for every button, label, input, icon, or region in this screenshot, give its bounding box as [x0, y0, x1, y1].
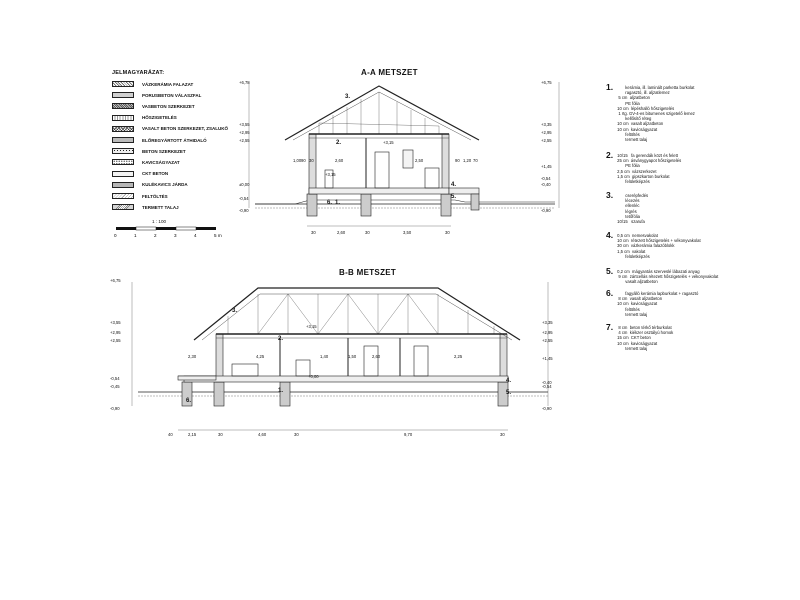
- level-marker-right: -0,40: [542, 380, 552, 385]
- layer-callout: 6.: [327, 200, 333, 206]
- spec-line: termett talaj: [616, 137, 648, 142]
- level-marker-left: ±0,00: [239, 182, 250, 187]
- section-aa-title: A-A METSZET: [361, 68, 418, 77]
- bottom-dimension: 2,15: [188, 432, 197, 437]
- bottom-dimension: 30: [500, 432, 505, 437]
- legend-swatch: [112, 182, 134, 188]
- spec-line: feltöltés: [616, 131, 640, 137]
- inner-level: +3,15: [306, 324, 317, 329]
- bottom-dimension: 40: [168, 432, 173, 437]
- level-marker-right: -0,90: [542, 406, 552, 411]
- layer-callout: 6.: [186, 398, 192, 404]
- level-marker-left: -0,54: [239, 196, 249, 201]
- level-marker-left: -0,45: [110, 384, 120, 389]
- spec-line: lécezés: [616, 198, 640, 204]
- spec-line: 1,5 cm vakolat: [616, 248, 646, 254]
- spec-line: vasalt aljzatbeton: [616, 279, 658, 285]
- level-marker-left: +2,95: [239, 130, 250, 135]
- legend-label: KULÉKAVICS JÁRDA: [142, 182, 188, 188]
- spec-line: 10/15 fa gerendák közt és felett: [616, 153, 678, 158]
- layer-callout: 4.: [506, 378, 512, 384]
- legend-swatch: [112, 204, 134, 210]
- legend-label: PORUSBETON VÁLASZFAL: [142, 92, 202, 98]
- spec-line: 8 cm vasalt aljzatbeton: [616, 296, 663, 302]
- layer-callout: 5.: [451, 194, 457, 200]
- bottom-dimension: 30: [445, 230, 450, 235]
- spec-line: 15 cm CKT beton: [616, 335, 651, 341]
- level-marker-right: +1,45: [541, 164, 552, 169]
- scale-tick-label: 0: [114, 233, 117, 238]
- spec-line: 10 cm vasalt aljzatbeton: [616, 121, 664, 127]
- spec-line: 0,2 cm mágyantás szerveslé lábazati anyag: [616, 269, 700, 274]
- section-bb-drawing: [108, 276, 568, 446]
- section-bb-title: B-B METSZET: [339, 268, 397, 277]
- layer-callout: 3.: [232, 308, 238, 314]
- room-dimension: 2,60: [372, 354, 381, 359]
- room-dimension: 2,60: [335, 158, 344, 163]
- scale-tick-label: 5 m: [214, 233, 222, 238]
- room-dimension: 1,50: [348, 354, 357, 359]
- spec-number: 2.: [606, 150, 614, 160]
- level-marker-left: -0,90: [110, 406, 120, 411]
- bottom-dimension: 3,50: [403, 230, 412, 235]
- layer-callout: 4.: [451, 182, 457, 188]
- level-marker-left: -0,90: [239, 208, 249, 213]
- bottom-dimension: 4,60: [258, 432, 267, 437]
- spec-line: kellősítő réteg: [616, 116, 652, 122]
- scale-tick-label: 3: [174, 233, 177, 238]
- layer-callout: 1.: [335, 200, 341, 206]
- spec-line: PE fólia: [616, 163, 640, 169]
- level-marker-left: +6,75: [110, 278, 121, 283]
- spec-line: légrés: [616, 208, 637, 214]
- spec-line: ragasztó, ill. aljzatlemez: [616, 90, 670, 96]
- level-marker-left: +2,95: [110, 330, 121, 335]
- legend-swatch: [112, 103, 134, 109]
- legend-swatch: [112, 148, 134, 154]
- side-dimension: 70: [473, 158, 478, 163]
- legend-item: [112, 79, 193, 89]
- spec-line: 0,5 cm nemesvakolat: [616, 233, 658, 238]
- spec-line: tetőfólia: [616, 213, 640, 219]
- level-marker-right: +2,95: [541, 130, 552, 135]
- level-marker-left: -0,54: [110, 376, 120, 381]
- legend-label: CKT BETON: [142, 171, 169, 177]
- layer-callout: 1.: [278, 388, 284, 394]
- side-dimension: 1,20: [463, 158, 472, 163]
- level-marker-right: +1,45: [542, 356, 553, 361]
- layer-callout: 3.: [345, 94, 351, 100]
- inner-level: +3,15: [325, 172, 336, 177]
- legend-item: [112, 157, 180, 167]
- spec-line: 4 cm kiékzer osztályú homok: [616, 330, 674, 336]
- spec-number: 5.: [606, 266, 614, 276]
- spec-line: 10 cm lépéshalló hőszigetelés: [616, 105, 675, 111]
- legend-item: [112, 113, 177, 123]
- spec-line: PE fólia: [616, 100, 640, 106]
- legend-item: [112, 180, 188, 190]
- room-dimension: 4,25: [256, 354, 265, 359]
- legend-label: VÁZKERÁMIA FALAZAT: [142, 81, 194, 87]
- legend-title: JELMAGYARÁZAT:: [112, 70, 165, 76]
- spec-line: 10 cm kavicságyazat: [616, 340, 658, 346]
- spec-line: kerámia, ill. laminált parketta burkolat: [616, 85, 695, 90]
- bottom-dimension: 30: [218, 432, 223, 437]
- spec-line: 25 cm ásványgyapot hőszigetelés: [616, 158, 682, 164]
- bottom-dimension: 9,70: [404, 432, 413, 437]
- legend-label: BETON SZERKEZET: [142, 148, 186, 154]
- layer-callout: 2.: [336, 140, 342, 146]
- legend-swatch: [112, 193, 134, 199]
- scale-tick-label: 2: [154, 233, 157, 238]
- legend-label: VASBETON SZERKEZET: [142, 103, 195, 109]
- bottom-dimension: 2,60: [337, 230, 346, 235]
- scale-bar: [112, 225, 222, 245]
- legend-item: [112, 146, 186, 156]
- spec-line: 2,5 cm vázszerkezet: [616, 168, 657, 174]
- level-marker-right: +2,55: [541, 138, 552, 143]
- bottom-dimension: 30: [311, 230, 316, 235]
- level-marker-right: +3,35: [541, 122, 552, 127]
- spec-number: 7.: [606, 322, 614, 332]
- side-dimension: 90: [455, 158, 460, 163]
- spec-line: 5 cm aljzatbeton: [616, 95, 650, 101]
- level-marker-right: -0,90: [541, 208, 551, 213]
- spec-line: 1 rtg. GV-4-es bitumenes szigetelő lemez: [616, 111, 695, 116]
- room-dimension: 2,30: [188, 354, 197, 359]
- spec-line: felületképzés: [616, 253, 650, 259]
- legend-swatch: [112, 137, 134, 143]
- legend-item: [112, 191, 168, 201]
- spec-line: 30 cm vázkerámia falazóblokk: [616, 243, 675, 249]
- legend-label: TERMETT TALAJ: [142, 204, 179, 210]
- bottom-dimension: 30: [294, 432, 299, 437]
- legend-label: HŐSZIGETELÉS: [142, 115, 177, 121]
- level-marker-right: +2,95: [542, 330, 553, 335]
- inner-level: +0,00: [308, 374, 319, 379]
- level-marker-left: +3,55: [239, 122, 250, 127]
- room-dimension: 1,40: [320, 354, 329, 359]
- spec-number: 4.: [606, 230, 614, 240]
- spec-number: 1.: [606, 82, 614, 92]
- spec-line: 10/15 szarufa: [616, 219, 645, 224]
- legend-item: [112, 169, 168, 179]
- level-marker-right: -0,54: [541, 176, 551, 181]
- legend-swatch: [112, 159, 134, 165]
- scale-ratio: 1 : 100: [152, 219, 167, 224]
- level-marker-right: +2,55: [542, 338, 553, 343]
- bottom-dimension: 30: [365, 230, 370, 235]
- spec-line: cserépfedés: [616, 193, 649, 198]
- spec-line: fagyálló kerámia lapburkolat + ragasztó: [616, 291, 699, 296]
- legend-label: KAVICSÁGYAZAT: [142, 159, 180, 165]
- legend-swatch: [112, 115, 134, 121]
- spec-line: 10 cm kavicságyazat: [616, 126, 658, 132]
- layer-callout: 5.: [506, 390, 512, 396]
- legend-item: [112, 90, 201, 100]
- spec-line: felületképzés: [616, 179, 650, 184]
- inner-level: +3,15: [383, 140, 394, 145]
- scale-tick-label: 1: [134, 233, 137, 238]
- level-marker-right: +3,35: [542, 320, 553, 325]
- level-marker-left: +2,55: [110, 338, 121, 343]
- legend-label: VASALT BETON SZERKEZET, ZSALUKŐ: [142, 126, 229, 132]
- room-dimension: 2,25: [454, 354, 463, 359]
- spec-line: 1,5 cm gipszkarton burkolat: [616, 173, 670, 179]
- level-marker-right: +6,75: [541, 80, 552, 85]
- legend-swatch: [112, 81, 134, 87]
- legend-item: [112, 124, 228, 134]
- side-dimension: 1,00: [293, 158, 302, 163]
- legend-label: ELŐREGYÁRTOTT ÁTHIDALÓ: [142, 137, 207, 143]
- legend-item: [112, 101, 195, 111]
- section-aa-drawing: [235, 76, 575, 246]
- level-marker-right: -0,54: [542, 384, 552, 389]
- level-marker-right: -0,40: [541, 182, 551, 187]
- spec-line: termett talaj: [616, 345, 648, 351]
- spec-line: 10 cm rétezett hőszigetelés + vékonyvakolat: [616, 238, 701, 244]
- level-marker-left: +6,78: [239, 80, 250, 85]
- scale-tick-label: 4: [194, 233, 197, 238]
- side-dimension: 90: [301, 158, 306, 163]
- room-dimension: 2,50: [415, 158, 424, 163]
- level-marker-left: +3,55: [110, 320, 121, 325]
- spec-number: 6.: [606, 288, 614, 298]
- spec-line: 9 cm zártcellás rétezett hőszigetelés + vékonyvakolat: [616, 274, 719, 280]
- spec-number: 3.: [606, 190, 614, 200]
- legend-item: [112, 135, 207, 145]
- spec-line: 10 cm kavicságyazat: [616, 301, 658, 307]
- spec-line: 8 cm beton térkő térburkolat: [616, 325, 672, 330]
- legend-label: FELTÖLTÉS: [142, 193, 168, 199]
- legend-item: [112, 202, 179, 212]
- side-dimension: 30: [309, 158, 314, 163]
- legend-swatch: [112, 126, 134, 132]
- layer-callout: 2.: [278, 336, 284, 342]
- legend-swatch: [112, 171, 134, 177]
- legend-swatch: [112, 92, 134, 98]
- spec-line: feltöltés: [616, 306, 640, 312]
- level-marker-left: +2,55: [239, 138, 250, 143]
- spec-line: termett talaj: [616, 311, 648, 317]
- spec-line: ellenléc: [616, 203, 640, 209]
